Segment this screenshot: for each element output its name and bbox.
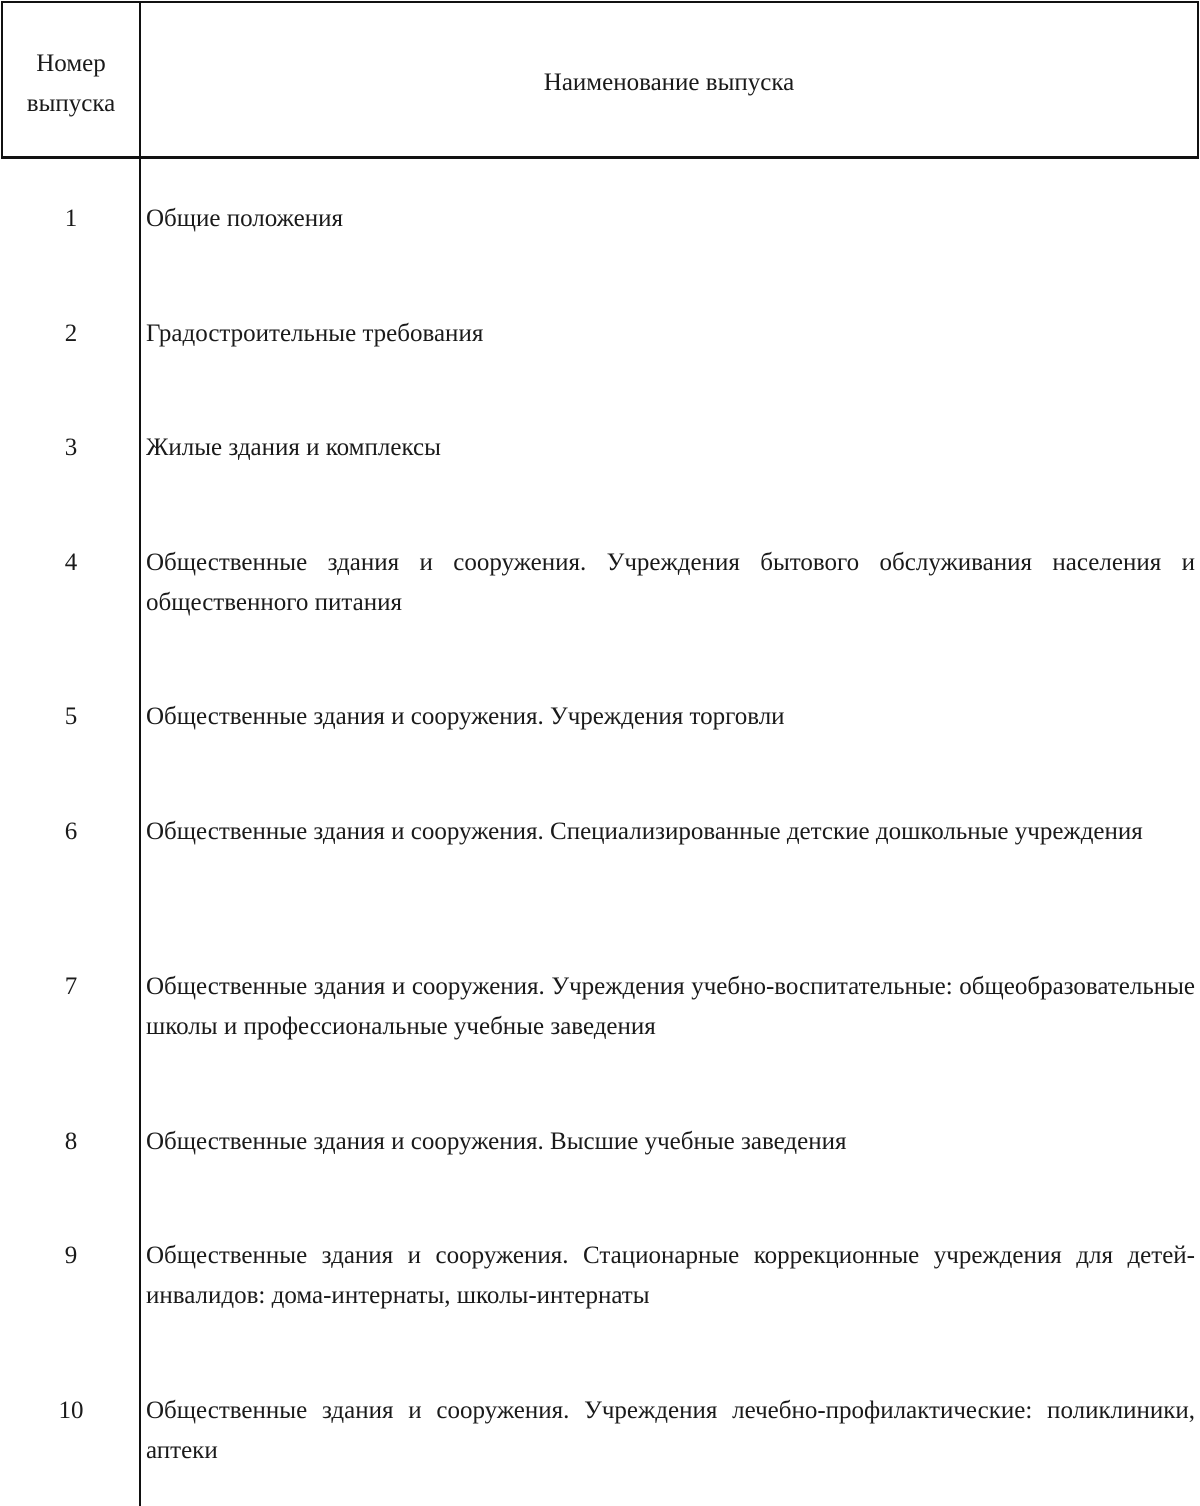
row-5-number: 5 [64,703,78,730]
row-6-number: 6 [64,818,78,845]
row-3-name: Жилые здания и комплексы [146,434,441,461]
row-1-number: 1 [64,205,78,232]
header-issue-number: Номер выпуска [26,50,116,117]
row-7-number: 7 [64,973,78,1000]
row-4-number: 4 [64,549,78,576]
header-issue-name: Наименование выпуска [543,69,795,96]
row-5-name: Общественные здания и сооружения. Учреждения торговли [146,703,785,730]
row-10-number: 10 [58,1397,84,1424]
row-3-number: 3 [64,434,78,461]
row-8-number: 8 [64,1128,78,1155]
row-2-name: Градостроительные требования [146,320,484,347]
row-9-number: 9 [64,1242,78,1269]
row-2-number: 2 [64,320,78,347]
table-top-border [1,1,1199,3]
row-10-name: Общественные здания и сооружения. Учреждения лечебно-профилактические: поликлиники, аптеки [146,1397,1195,1464]
row-6-name: Общественные здания и сооружения. Специализированные детские дошкольные учреждения [146,818,1143,845]
row-1-name: Общие положения [146,205,343,232]
header-bottom-border [1,156,1199,159]
table-right-border [1197,1,1199,159]
row-4-name: Общественные здания и сооружения. Учреждения бытового обслуживания населения и общественного питания [146,549,1195,616]
row-9-name: Общественные здания и сооружения. Стационарные коррекционные учреждения для детей-инвалидов: дома-интернаты, школы-интернаты [146,1242,1195,1309]
row-7-name: Общественные здания и сооружения. Учреждения учебно-воспитательные: общеобразовательные школы и профессиональные учебные заведения [146,973,1195,1040]
row-8-name: Общественные здания и сооружения. Высшие учебные заведения [146,1128,847,1155]
column-divider [139,1,141,1506]
